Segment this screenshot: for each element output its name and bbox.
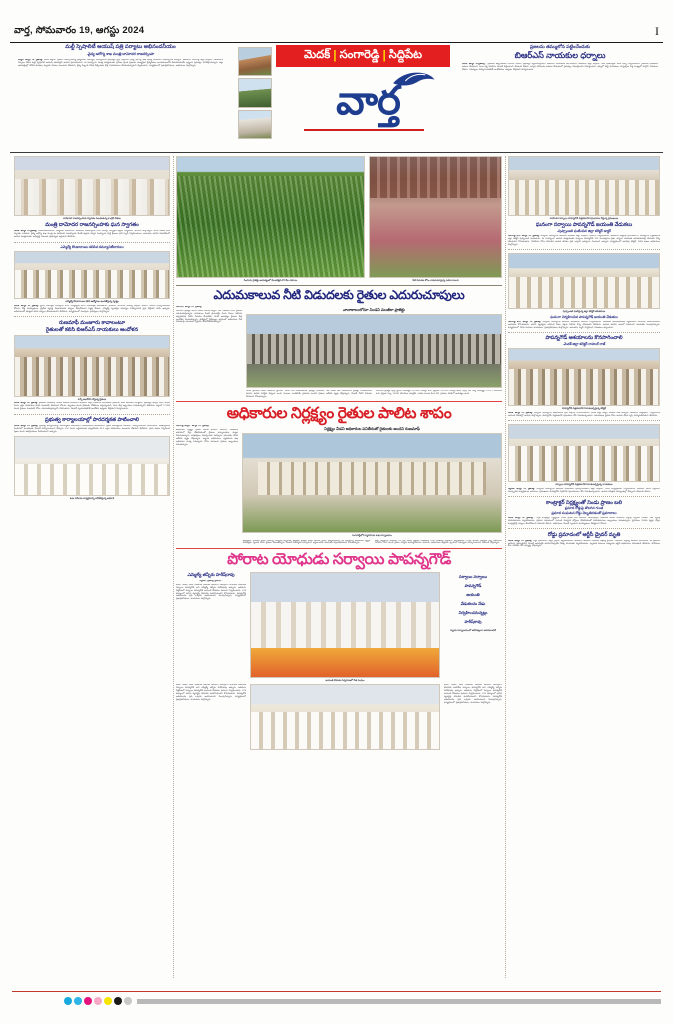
- photo-collector-homage: [508, 253, 660, 309]
- photo-jayanti-celebration: [250, 572, 440, 678]
- center-story2-col2: [242, 425, 502, 537]
- page-folio: I: [655, 24, 659, 38]
- left-story-byline: న్యూస్‌, ఆగస్టు 18, ప్రజాశక్తి:: [18, 59, 43, 62]
- reg-dot-gray: [124, 997, 132, 1005]
- photo-office-inspection: [14, 436, 170, 496]
- right-story5-text: రోడ్డు కాంట్రాక్టర్ నిర్లక్ష్యంతో నిండు ప్రాణం బలి అయింది. అసంపూర్తిగా వదిలేసిన పనుల కారణంగా రోడ్డుపై ఏర్పడిన గుంతలో పడి ద్విచక్ర వాహనదారుడు మృతిచెందాడు. ప్రమాద సమయంలో ఎలాంటి హెచ్చరిక బోర్డులు లేకపోవడంతో వాహనదారులు ఇబ్బందులు పడుతున్నారు. స్థానికులు నిరసన వ్యక్తం చేస్తూ కాంట్రాక్టర్‌పై చర్యలు తీసుకోవాలని డిమాండ్ చేశారు. అధికారులు వెంటనే స్పందించి మరమ్మతులు చేపట్టాలని కోరారు.: [508, 516, 660, 525]
- temple-photo: [238, 47, 272, 76]
- right-story1-byline: సంగారెడ్డి టౌన్‌, ఆగస్టు 18, ప్రజాశక్తి:: [508, 235, 540, 238]
- center-story3-text: కులం, మతం, జాతి విభేదాలు లేకుండా అందరినీ కలుపుకొని పోరాడిన మహానేత సర్వాయి పాపన్నగౌడ్‌ అని ఎమ్మెల్యే తన్నీరు హరీష్‌రావు అన్నారు. ఆదివారం సిద్దిపేటలో సర్వాయి పాపన్నగౌడ్‌ జయంతి వేడుకలు ఘనంగా నిర్వహించారు. 17వ శతాబ్దంలో బానిస వ్యవస్థపై పోరాడిన మహనీయుడని కొనియాడారు. పాపన్నగౌడ్‌ ఆశయాలను ప్రతి ఒక్కరూ ఆచరించాలని పిలుపునిచ్చారు. కార్యక్రమంలో ప్రజాప్రతినిధులు, నాయకులు పాల్గొన్నారు.: [176, 583, 246, 601]
- center-story2-headline: అధికారుల నిర్లక్ష్యం రైతుల పాలిట శాపం: [226, 404, 452, 422]
- reg-dot-cyan: [64, 997, 72, 1005]
- center-story3-right-caption: న్యాయ కార్యాలయంలో జరిగినట్లుగా ఆచరణ జరిగే: [450, 628, 496, 632]
- left-story3-headline-2: రైతులతో కలిసి బిఆర్ఎస్ నాయకులు ఆందోళన: [45, 326, 139, 333]
- right-story5-subhead1: ప్రమాద రోడ్డుపై తొలగిన గుంత: [564, 506, 604, 511]
- column-rule-right: [505, 156, 506, 978]
- right-story1-subhead: -పుష్పాంజలి ఘటించిన జిల్లా కలెక్టర్ డాక్టర్: [557, 228, 611, 233]
- caption-agriculture-office: సంగారెడ్డిలోని వ్యవసాయ శాఖ కార్యాలయం: [352, 534, 392, 538]
- photo-mla-meeting: [14, 251, 170, 299]
- left-story3-byline: మెదక్‌, ఆగస్టు 18, ప్రజాశక్తి:: [14, 402, 38, 405]
- left-divider-3: [14, 414, 170, 415]
- right-story2-text: సర్వాయి పాపన్నగౌడ్ జయంతి వేడుకలను ఘనంగా నిర్వహించారు. సామాజిక అసమానతలకు వ్యతిరేకంగా పోరాడిన మహనీయుడిగా ఆయనను కొనియాడారు. బానిస వ్యవస్థను ఎదిరించి పేదల పక్షాన నిలిచిన గొప్ప యోధుడని తెలిపారు. ఆయన చూపిన బాటలో నడవాలని యువతకు పిలుపునిచ్చారు. కార్యక్రమంలో వివిధ సంఘాల నాయకులు, ప్రజాప్రతినిధులు పాల్గొన్నారు. అనంతరం ర్యాలీ నిర్వహించి నివాళులు అర్పించారు.: [508, 320, 660, 329]
- masthead: [10, 44, 663, 152]
- right-story-text: ప్రజలను ఇబ్బందులకు గురిచేసే విధంగా ప్రభుత్వం వ్యవహరిస్తోందని బిఆర్ఎస్ నాయకులు ఆరోపించారు. ఆదివారం జిల్లా కేంద్రంలో పలు డిమాండ్లతో వారు ధర్నా నిర్వహించారు. రైతులకు రుణమాఫీ అమలు చేయాలని, పంట నష్ట పరిహారం వెంటనే చెల్లించాలని డిమాండ్‌ చేశారు. ఇచ్చిన హామీలను అమలు చేయడంలో ప్రభుత్వం విఫలమైందని విమర్శించారు. ధర్నాలో పార్టీ నాయకులు, కార్యకర్తలు పెద్ద సంఖ్యలో పాల్గొని నినాదాలు చేశారు. సమస్యలు పరిష్కరించకపోతే ఆందోళనలు ఉధృతం చేస్తామని హెచ్చరించారు.: [462, 63, 658, 72]
- center-story1-block: [176, 306, 502, 399]
- center-story1-stats: సింగూరు ప్రాజెక్టు పూర్తి స్థాయి నీటిమట్టం 523.600 మీటర్లు కాగా ప్రస్తుతం 519.990 మీటర్లు ఉంది. పూర్తి నీటి నిల్వ సామర్థ్యం 29.917 టీఎంసీలు కాగా ప్రస్తుత నిల్వ 14.891 టీఎంసీలు మాత్రమే. ఎడమ కాలువ కింద 391 గ్రామాల పరిధిలో ఆయకట్టు ఉంది.: [376, 389, 502, 395]
- center-story2-subhead: నిర్లక్ష్యం వీడని అధికారుల పనితీరుతో రైతులకు అందని రుణమాఫీ: [324, 426, 420, 432]
- edition-banner: [276, 45, 450, 67]
- left-column: [14, 156, 170, 976]
- right-story-kicker: ప్రజలను తమ్ములోన పట్టించేందుకు: [530, 44, 590, 49]
- right-story4-text: సర్వాయి పాపన్నగౌడ్ జయంతి వేడుకలను పురస్కరించుకుని జిల్లా కేంద్రంలో వివిధ కార్యక్రమాలు నిర్వహించారు. ఉదయం నుంచే ర్యాలీలు, సాంస్కృతిక కార్యక్రమాలు జరిగాయి. ప్రముఖులు పాపన్నగౌడ్ విగ్రహానికి పూలమాలలు వేసి నివాళులర్పించారు. ఆయన చరిత్రను పాఠ్యాంశాల్లో చేర్చాలని డిమాండ్ చేశారు.: [508, 487, 660, 493]
- reg-dot-cyan-2: [74, 997, 82, 1005]
- registration-bar: [12, 996, 661, 1006]
- masthead-logo: [276, 67, 450, 139]
- photo-farmers-protest: [14, 335, 170, 397]
- right-story6-text: రోడ్డు ప్రమాదంలో ఆర్టీసీ డ్రైవర్ మృతిచెందాడు. ఆదివారం ఉదయం విధులకు వెళ్తున్న క్రమంలో ఎదురుగా వస్తున్న వాహనం ఢీకొనడంతో ఈ ప్రమాదం జరిగింది. క్షతగాత్రుడిని వెంటనే ఆసుపత్రికి తరలించినప్పటికీ చికిత్స పొందుతూ మృతిచెందాడు. మృతుడి కుటుంబ సభ్యులకు ఆర్టీసీ అధికారులు సానుభూతి తెలిపారు. పోలీసులు కేసు నమోదు చేసి దర్యాప్తు చేస్తున్నారు.: [508, 539, 660, 548]
- right-story6-body: [508, 540, 660, 549]
- photo-minister-welcome: [14, 156, 170, 216]
- masthead-center: [238, 43, 450, 149]
- photo-paddy-field: [176, 156, 365, 278]
- right-story4-byline: సిద్దిపేట, ఆగస్టు 18, ప్రజాశక్తి:: [508, 487, 535, 490]
- center-story3-headline: పోరాట యోధుడు సర్వాయి పాపన్నగౌడ్: [227, 551, 451, 569]
- masthead-bottom-rule: [10, 152, 663, 153]
- right-story3-text: సర్వాయి పాపన్నగౌడ్ ఆశయాలను ప్రతి ఒక్కరూ కొనసాగించాలని మెదక్ జిల్లా కలెక్టర్ రాహుల్ రాజ్ అన్నారు. ఆదివారం కలెక్టరేట్‌లో నిర్వహించిన జయంతి వేడుకల్లో ఆయన పాల్గొన్నారు. పాపన్నగౌడ్ చిత్రపటానికి పూలమాల వేసి నివాళులర్పించారు. సమసమాజ స్థాపన కోసం ఆయన చేసిన కృషి చిరస్మరణీయమని తెలిపారు.: [508, 411, 660, 417]
- center-story2-spacer: [176, 540, 238, 546]
- center-photo-canal-wrap: [369, 156, 502, 278]
- right-story3-byline: మెదక్‌, ఆగస్టు 18, ప్రజాశక్తి:: [508, 411, 533, 414]
- right-story3-body: [508, 412, 660, 418]
- side-caption-line-1: సర్వాయి సర్వాయి: [458, 573, 488, 579]
- left-story4-byline: మెదక్‌, ఆగస్టు 18, ప్రజాశక్తి:: [14, 425, 39, 428]
- edition-siddipet: సిద్దిపేట: [388, 49, 423, 62]
- caption-farmers-protest: కాన్సీ ఆందోళన చేస్తున్న రైతులు: [77, 397, 107, 401]
- caption-dry-canal: నీటి విడుదల కోసం ఎదురుచూస్తున్న ఎడమ కాలువ: [412, 279, 459, 283]
- right-story2-byline: సంగారెడ్డి టౌన్‌, ఆగస్టు 18, ప్రజాశక్తి:: [508, 320, 541, 323]
- photo-leaders-homage: [508, 424, 660, 482]
- photo-meeting-hall: [250, 684, 440, 750]
- right-divider-3: [508, 420, 660, 421]
- left-story4-headline: ప్రభుత్వ కార్యాలయాల్లో పారదర్శకత పాటించాలి: [45, 417, 139, 424]
- right-divider-1: [508, 249, 660, 250]
- masthead-landmark-photos: [238, 47, 272, 139]
- center-bottom-text-2: కులం, మతం, జాతి విభేదాలు లేకుండా అందరినీ కలుపుకొని పోరాడిన మహానేత సర్వాయి పాపన్నగౌడ్‌ అని ఎమ్మెల్యే తన్నీరు హరీష్‌రావు అన్నారు. ఆదివారం సిద్దిపేటలో సర్వాయి పాపన్నగౌడ్‌ జయంతి వేడుకలు ఘనంగా నిర్వహించారు. 17వ శతాబ్దంలో బానిస వ్యవస్థపై పోరాడిన మహనీయుడని కొనియాడారు. పాపన్నగౌడ్‌ ఆశయాలను ప్రతి ఒక్కరూ ఆచరించాలని పిలుపునిచ్చారు. కార్యక్రమంలో ప్రజాప్రతినిధులు, నాయకులు పాల్గొన్నారు.: [444, 684, 502, 704]
- reg-dot-pink: [94, 997, 102, 1005]
- right-story5-body: [508, 517, 660, 526]
- right-story1-text: సర్వాయి పాపన్నగౌడ్ జయంతి వేడుకలు జిల్లా కేంద్రంలో ఘనంగా నిర్వహించారు. ఆదివారం కలెక్టరేట్ ప్రాంగణంలోని పాపన్నగౌడ్ చిత్రపటానికి జిల్లా కలెక్టర్ పుష్పాంజలి ఘటించారు. ఈ సందర్భంగా ఆయన మాట్లాడుతూ సర్వాయి పాపన్నగౌడ్ 374 సంవత్సరాల క్రితం జన్మించి సామాజిక అసమానతలపై పోరాడిన గొప్ప యోధుడని కొనియాడారు. నిరుపేదల కోసం పోరాడిన ఆయన జీవితం ప్రతి ఒక్కరికీ ఆదర్శంగా నిలవాలని అన్నారు. కార్యక్రమంలో అదనపు కలెక్టర్, వివిధ శాఖల అధికారులు పాల్గొన్నారు.: [508, 235, 660, 246]
- side-caption-line-3: జయంతి: [466, 591, 480, 597]
- center-photo-row: [176, 156, 502, 278]
- center-story1-byline: సింగూరు, ఆగస్టు 18, ప్రజాశక్తి: [176, 305, 202, 308]
- right-story3-headline: పాపన్నగౌడ్ ఆశయాలను కొనసాగించాలి: [545, 335, 623, 342]
- side-caption-line-5: నిర్వహించనున్నట్లు: [458, 609, 488, 615]
- left-story4-text: ప్రభుత్వ కార్యాలయాల్లో పారదర్శకత పాటించాలని అధికారులను ఆదేశించారు. ప్రజల సమస్యలను సకాలంలో పరిష్కరించాలని సూచించారు. దరఖాస్తులను పెండింగ్‌లో ఉంచకుండా వెంటనే పరిష్కరించాలని చెప్పారు. 410 మంది లబ్ధిదారులకు ఇప్పటివరకు 60.3 లక్షల రూపాయలు మంజూరు చేశామని తెలిపారు. గ్రామ సభలు నిర్వహించి ప్రజల నుంచి అభిప్రాయాలు సేకరించాలని అన్నారు.: [14, 425, 170, 434]
- center-divider-3: [176, 548, 502, 549]
- left-story2-byline: మెదక్‌, ఆగస్టు 18, ప్రజాశక్తి:: [14, 305, 39, 308]
- right-story2-body: [508, 321, 660, 330]
- caption-collector-homage: పుష్పాంజలి ఘటిస్తున్న జిల్లా కలెక్టర్‌ తదితరులు: [562, 309, 606, 313]
- center-story2-tail: [176, 540, 502, 546]
- center-story2-block: [176, 425, 502, 537]
- center-story1-col1: [176, 306, 242, 399]
- left-story2-text: స్థానిక సమస్యల పరిష్కారం కోసం ఎమ్మెల్యేను కలిసి వినతిపత్రం అందజేశారు. గ్రామంలో తాగునీటి సమస్య తీవ్రంగా ఉందని, వెంటనే పరిష్కరించాలని కోరారు. రోడ్ల మరమ్మతులు, డ్రైనేజీ వ్యవస్థ మెరుగుదలకు చర్యలు తీసుకోవాలని విజ్ఞప్తి చేశారు. ఎమ్మెల్యే స్పందిస్తూ సమస్యల పరిష్కారానికి కృషి చేస్తానని హామీ ఇచ్చారు. అధికారులతో మాట్లాడి తగిన చర్యలు తీసుకుంటానని తెలిపారు. కార్యక్రమంలో పలువురు గ్రామస్తులు పాల్గొన్నారు.: [14, 305, 170, 313]
- footer-rule: [12, 991, 661, 992]
- center-story2-text3: జిల్లా వ్యాప్తంగా సుమారు 93 వేల మంది రైతులు రుణమాఫీ కోసం దరఖాస్తు చేసుకోగా ఇప్పటివరకు 57వేల మందికి మాత్రమే లబ్ధి చేకూరింది. మిగిలిన 2300 మంది రైతుల పరిస్థితి అగమ్యగోచరంగా మారింది. అధికారులు తక్షణమే స్పందించి సమస్యను పరిష్కరించాలని డిమాండ్‌ చేస్తున్నారు.: [375, 539, 502, 545]
- right-story-headline: బిఆర్ఎస్ నాయకుల ధర్నాలు: [514, 51, 606, 61]
- left-story3-text: రైతులకు రుణమాఫీ వెంటనే అమలు చేయాలని డిమాండ్‌ చేస్తూ బిఆర్ఎస్ నాయకులు రైతులతో కలిసి ఆందోళన చేపట్టారు. ప్రభుత్వం ఇచ్చిన హామీ మేరకు రెండు లక్షల రూపాయల వరకు రుణమాఫీ చేయాలని కోరారు. బ్యాంకుల నుంచి రైతులకు నోటీసులు వస్తున్నాయని, వారు తీవ్ర ఇబ్బందులు పడుతున్నారని తెలిపారు. జిల్లాలో 17,993 మంది రైతులు రుణమాఫీ కోసం ఎదురుచూస్తున్నారని వివరించారు. వెంటనే స్పందించకపోతే ఆందోళన ఉధృతం చేస్తామని హెచ్చరించారు.: [14, 402, 170, 411]
- reg-dot-black: [114, 997, 122, 1005]
- lake-photo: [238, 78, 272, 107]
- masthead-left-story: [18, 44, 223, 68]
- right-story2-kicker: ఘనంగా నిర్వహించిన పాపన్నగౌడ్ జయంతి వేడుకలు: [550, 314, 618, 319]
- center-story3-col3: [444, 572, 502, 682]
- right-divider-4: [508, 496, 660, 497]
- left-story3-headline-1: రుణమాఫీ మంజూరు కావాలంటూ: [58, 319, 126, 326]
- left-story-text: మెదక్‌ జిల్లాలో ప్రజలు ఎదుర్కొంటున్న వైద్యసేవల సమస్యల పరిష్కారానికి ప్రభుత్వం కృషి చేస్తోందని వైద్య ఆరోగ్య శాఖ మంత్రి దామోదర రాజనర్సింహ అన్నారు. ఆదివారం సంగారెడ్డి జిల్లా కేంద్రంలో నూతనంగా ఏర్పాటు చేసిన మల్టీ స్పెషాలిటీ ఆయుష్ ఆసుపత్రిని ఆయన ప్రారంభించారు. ఈ సందర్భంగా మంత్రి మాట్లాడుతూ గ్రామీణ ప్రాంత ప్రజలకు నాణ్యమైన వైద్యసేవలు అందుబాటులోకి తీసుకురావడమే లక్ష్యంగా ప్రభుత్వం పనిచేస్తోందన్నారు. జిల్లా ఆసుపత్రుల్లో మౌలిక వసతుల కల్పనకు నిధులు మంజూరు చేశామని, వైద్య సిబ్బంది కొరత తీర్చేందుకు కొత్త నియామకాలు చేపడుతున్నామని వెల్లడించారు. కార్యక్రమంలో ప్రజాప్రతినిధులు, అధికారులు పాల్గొన్నారు.: [18, 59, 223, 67]
- left-story1-byline: మెదక్‌, ఆగస్టు 18,ప్రజాశక్తి:: [14, 230, 38, 233]
- center-story2-text1: అధికారుల నిర్లక్ష్యం రైతుల పాలిట శాపంగా మారింది. రుణమాఫీ జాబితాలో పేర్లు లేకపోవడంతో రైతులు కార్యాలయాల చుట్టూ తిరుగుతున్నారు. దరఖాస్తులు సమర్పించినా పరిష్కారం లభించడం లేదని ఆవేదన వ్యక్తం చేస్తున్నారు. బ్యాంకు అధికారులు, వ్యవసాయ శాఖ అధికారుల మధ్య సమన్వయ లోపం కారణంగా రైతులు ఇబ్బందులు పడుతున్నారు.: [176, 429, 238, 446]
- masthead-right-story: [462, 44, 658, 72]
- right-story1-body: [508, 235, 660, 247]
- edition-medak: మెదక్: [303, 49, 331, 62]
- left-story-subhead: -వైద్య ఆరోగ్య శాఖ మంత్రి దామోదర రాజనర్సింహ: [86, 51, 155, 56]
- center-story1-subhead: వానాకాలంలోనూ నిండని మంజీరా ప్రాజెక్టు: [343, 306, 405, 312]
- right-story4-body: [508, 488, 660, 494]
- center-column: [176, 156, 502, 976]
- photo-portrait-homage: [508, 156, 660, 216]
- center-bottom-text: కులం, మతం, జాతి విభేదాలు లేకుండా అందరినీ కలుపుకొని పోరాడిన మహానేత సర్వాయి పాపన్నగౌడ్‌ అని ఎమ్మెల్యే తన్నీరు హరీష్‌రావు అన్నారు. ఆదివారం సిద్దిపేటలో సర్వాయి పాపన్నగౌడ్‌ జయంతి వేడుకలు ఘనంగా నిర్వహించారు. 17వ శతాబ్దంలో బానిస వ్యవస్థపై పోరాడిన మహనీయుడని కొనియాడారు. పాపన్నగౌడ్‌ ఆశయాలను ప్రతి ఒక్కరూ ఆచరించాలని పిలుపునిచ్చారు. కార్యక్రమంలో ప్రజాప్రతినిధులు, నాయకులు పాల్గొన్నారు.: [176, 684, 246, 701]
- clocktower-photo: [238, 110, 272, 139]
- left-story1-headline: మంత్రి దామోదర రాజనర్సింహకు ఘన స్వాగతం: [45, 222, 139, 229]
- edition-sep-1: |: [333, 48, 337, 63]
- center-story3-side-kicker: ఎమ్మెల్యే తన్నీరు హరీష్‌రావు: [187, 571, 235, 577]
- center-story1-text1: సింగూరు ప్రాజెక్టు నుంచి ఎడమ కాలువ ద్వారా నీటి విడుదల కోసం రైతులు ఎదురుచూస్తున్నారు. వానాకాలం సీజన్‌ ప్రారంభమై రెండు నెలలు గడిచినా ఇప్పటివరకు నీటిని విడుదల చేయలేదు. దీంతో ఆయకట్టు రైతులు తీవ్ర ఆందోళన చెందుతున్నారు. ప్రాజెక్టులో నీటిమట్టం తగ్గడంతో అధికారులు నీటి విడుదలపై ఎటువంటి నిర్ణయం తీసుకోలేకపోతున్నారు.: [176, 309, 242, 324]
- left-divider-2: [14, 316, 170, 317]
- photo-agriculture-office: [242, 433, 502, 533]
- right-story3-subhead: -మెదక్ జిల్లా కలెక్టర్ రాహుల్ రాజ్: [562, 342, 606, 346]
- right-story6-byline: మెదక్‌, ఆగస్టు 18, ప్రజాశక్తి:: [508, 539, 533, 542]
- center-story1-headline: ఎదుమకాలువ నీటి విడుదలకు రైతుల ఎదురుచూపులు: [213, 288, 465, 303]
- left-story2-kicker: ఎమ్మెల్యే కొండాదాంబు కలిసిన కమ్యూనిటీదారులు: [60, 245, 124, 250]
- right-divider-5: [508, 528, 660, 529]
- registration-strip: [137, 999, 661, 1004]
- right-story5-subhead2: ప్రమాద సంఘటన రోడ్డు దెబ్బతినడంతో ప్రమాదాలు: [551, 510, 617, 515]
- side-caption-line-4: వేడుకలను నేడు: [460, 600, 486, 606]
- right-story1-headline: ఘనంగా సర్వాయి పాపన్నగౌడ్ జయంతి వేడుకలు: [535, 222, 633, 229]
- caption-mla-meeting: ఎమ్మెల్యే కొండాదాంబు కలిసి ఉద్యోగుల అందజేస్తున్న దృశ్యం: [65, 300, 119, 304]
- side-caption-line-6: హరీష్‌రావు: [464, 618, 482, 624]
- reg-dot-yellow: [104, 997, 112, 1005]
- right-story5-headline: కాంట్రాక్టర్ నిర్లక్ష్యంతో నిండు ప్రాణం బలి: [546, 499, 622, 506]
- center-story1-col2: [246, 306, 502, 399]
- right-column: [508, 156, 660, 976]
- dateline-logo: వార్త: [14, 25, 30, 36]
- right-divider-2: [508, 332, 660, 333]
- center-bottom-photo-row: [176, 684, 502, 750]
- reg-dot-magenta: [84, 997, 92, 1005]
- center-story3-col1: [176, 572, 246, 682]
- side-caption-line-2: పాపన్నగౌడ్: [464, 582, 482, 588]
- caption-office-inspection: ఓటు నమోదు కార్యక్రమాన్ని పరిశీలిస్తున్న అధికారి: [69, 497, 115, 501]
- photo-dry-canal: [369, 156, 502, 278]
- center-caption-row: [176, 278, 502, 282]
- dateline-comma: ,: [30, 25, 36, 36]
- center-bottom-photo-wrap: [250, 684, 440, 750]
- center-story3-photo-wrap: [250, 572, 440, 682]
- dateline-date: సోమవారం 19, ఆగస్టు 2024: [35, 25, 145, 36]
- column-rule-left: [173, 156, 174, 978]
- center-story2-col1: [176, 425, 238, 537]
- center-story2-text2: ఆన్‌లైన్‌లో నమోదు చేసిన వివరాల్లో తప్పులు దొర్లడంతో అర్హులైన రైతులు కూడా జాబితా నుంచి తప్పిపోయారు. ఈ విషయాన్ని అధికారుల దృష్టికి తీసుకెళ్లినా స్పందన లేదని రైతులు చెబుతున్నారు. వెంటనే సమస్యను పరిష్కరించి అర్హులందరికీ రుణమాఫీ వర్తింపజేయాలని కోరుతున్నారు.: [243, 539, 370, 545]
- center-divider-2: [176, 401, 502, 402]
- left-story3-body: [14, 402, 170, 411]
- left-story1-body: [14, 230, 170, 239]
- right-story5-byline: మెదక్‌, ఆగస్టు 18, ప్రజాశక్తి :: [508, 516, 535, 519]
- left-divider-1: [14, 242, 170, 243]
- center-story3-byline: సిద్దిపేట, ప్రజాశక్తి ప్రతినిధి :: [199, 579, 223, 582]
- caption-portrait-homage: దామోదర సర్వాయి పాపన్నగౌడ్‌ చిత్రపటానికి పూలమాల వేస్తున్న ప్రముఖులు: [549, 217, 619, 221]
- center-story3-block: [176, 572, 502, 682]
- left-story4-body: [14, 425, 170, 434]
- masthead-underline: [304, 129, 424, 132]
- left-story2-body: [14, 305, 170, 314]
- photo-rally: [508, 348, 660, 406]
- caption-leaders-homage: సర్వాయి పాపన్నగౌడ్ చిత్రపటానికి నివాళులర్పిస్తున్న నాయకులు: [555, 482, 613, 486]
- center-story1-text2: ఎగువ ప్రాంతాల నుంచి ఆశించిన స్థాయిలో వరద నీరు రాకపోవడంతో ప్రాజెక్టు నిండలేదు. గత ఏడాది ఇదే సమయానికి ప్రాజెక్టు నిండుకుండలా మారగా ఈసారి పరిస్థితి భిన్నంగా ఉంది. పంటలు ఎండిపోయే ప్రమాదం ఉందని రైతులు ఆవేదన వ్యక్తం చేస్తున్నారు. వెంటనే నీటిని విడుదల చేయాలని కోరుతున్నారు.: [246, 389, 372, 398]
- caption-minister-welcome: దామోదర రాజనర్సింహకు స్వాగతం పలుకుతున్న కాంగ్రెస్‌ నేతలు: [63, 217, 121, 221]
- center-story3-side-caption: [444, 572, 502, 626]
- left-story-headline: మల్టీ స్పెషాలిటీ ఆయుష్ పత్రి పర్యాటు అభినందనీయం: [65, 44, 176, 50]
- left-story1-text: సమావేశమందిరంలో న్యూనతా మందిరంలో దామోదర రాజనర్సింహ గారు సిరిసిల్ల ఏర్పాటైన జిల్లాల పర్యటనలో భాగంగా పాల్గొన్నారు. వారికి నేతలు ఘన స్వాగతం పలికారు. వైద్య ఆరోగ్య శాఖ మంత్రి ఈ దామోదర రాజనర్సింహ మెదక్‌ జిల్లాకు వచ్చిన సందర్భంగా పార్టీ శ్రేణులు భారీ ర్యాలీ నిర్వహించాయి. అనంతరం జరిగిన సమావేశంలో ఆయన మాట్లాడుతూ అభివృద్ధి పనులకు ప్రాధాన్యత ఇస్తామని తెలిపారు.: [14, 230, 170, 239]
- caption-jayanti-celebration: జయంతి వేడుకల నిర్వహణలో నేత సంఘం: [325, 679, 365, 682]
- masthead-wordmark: వార్త: [336, 79, 400, 123]
- center-story2-byline: సంగారెడ్డి బ్యూరో, ఆగస్టు 18, ప్రజాశక్తి:: [176, 425, 210, 428]
- center-divider-1: [176, 285, 502, 286]
- center-story1-lower: [246, 390, 502, 399]
- photo-manjeera-dam: [246, 314, 502, 388]
- edition-sangareddy: సంగారెడ్డి: [339, 49, 380, 62]
- left-story-body: [18, 59, 223, 68]
- edition-sep-2: |: [382, 48, 386, 63]
- right-story-byline: మెదక్‌, ఆగస్టు 18,ప్రజాశక్తి :: [462, 63, 487, 66]
- dateline: [14, 25, 144, 38]
- right-story6-headline: రోడ్డు ప్రమాదంలో ఆర్టీసీ డ్రైవర్ మృతి: [547, 531, 621, 538]
- caption-paddy-field: సింగూరు ప్రాజెక్టు ఆయకట్టులో మొలకెత్తిన 20 వేల ఎకరాలు: [243, 279, 298, 283]
- center-photo-field-wrap: [176, 156, 365, 278]
- right-story-body: [462, 63, 658, 72]
- caption-rally: పాపన్నగౌడ్ చిత్రపటానికి నివాళులర్పిస్తున్న కలెక్టర్: [562, 407, 606, 411]
